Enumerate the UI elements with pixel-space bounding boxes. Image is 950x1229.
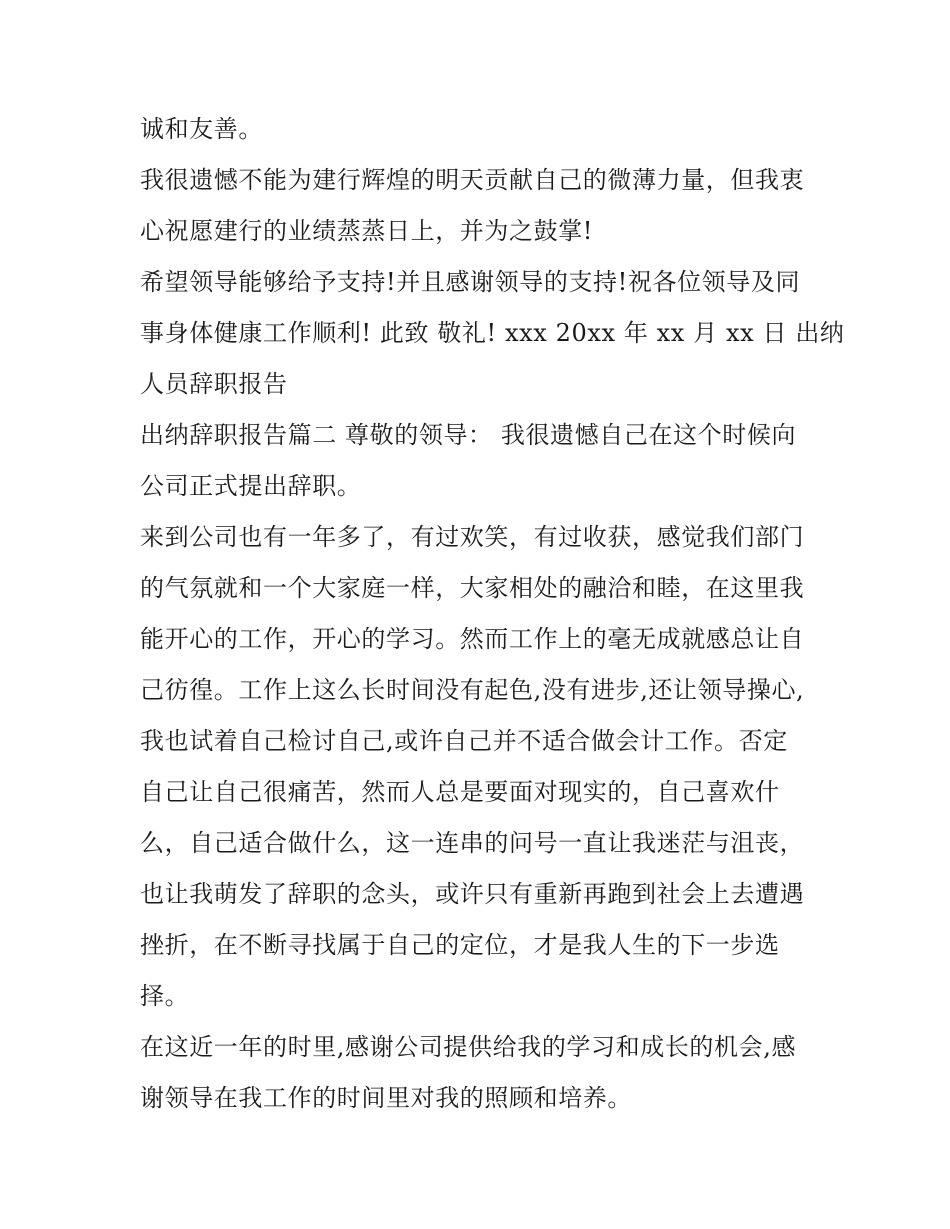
- text-line: 心祝愿建行的业绩蒸蒸日上，并为之鼓掌!: [140, 217, 594, 245]
- text-line: 么，自己适合做什么，这一连串的问号一直让我迷茫与沮丧，: [140, 829, 805, 857]
- text-line: 我也试着自己检讨自己,或许自己并不适合做会计工作。否定: [140, 727, 788, 755]
- text-line: 择。: [140, 982, 190, 1010]
- text-line: 能开心的工作，开心的学习。然而工作上的毫无成就感总让自: [140, 625, 805, 653]
- text-line: 谢领导在我工作的时间里对我的照顾和培养。: [140, 1084, 632, 1112]
- text-line: 来到公司也有一年多了，有过欢笑，有过收获，感觉我们部门: [140, 523, 805, 551]
- text-line: 人员辞职报告: [140, 370, 288, 398]
- text-line: 事身体健康工作顺利! 此致 敬礼! xxx 20xx 年 xx 月 xx 日 出纳: [140, 319, 845, 347]
- text-line: 出纳辞职报告篇二 尊敬的领导： 我很遗憾自己在这个时候向: [140, 421, 797, 449]
- text-line: 我很遗憾不能为建行辉煌的明天贡献自己的微薄力量，但我衷: [140, 166, 805, 194]
- text-line: 的气氛就和一个大家庭一样，大家相处的融洽和睦，在这里我: [140, 574, 805, 602]
- text-line: 在这近一年的时里,感谢公司提供给我的学习和成长的机会,感: [140, 1033, 797, 1061]
- text-line: 也让我萌发了辞职的念头，或许只有重新再跑到社会上去遭遇: [140, 880, 805, 908]
- text-line: 希望领导能够给予支持!并且感谢领导的支持!祝各位领导及同: [140, 268, 801, 296]
- text-line: 挫折，在不断寻找属于自己的定位，才是我人生的下一步选: [140, 931, 780, 959]
- text-line: 公司正式提出辞职。: [140, 472, 362, 500]
- text-line: 自己让自己很痛苦，然而人总是要面对现实的，自己喜欢什: [140, 778, 780, 806]
- text-line: 己彷徨。工作上这么长时间没有起色,没有进步,还让领导操心,: [140, 676, 805, 704]
- text-line: 诚和友善。: [140, 115, 263, 143]
